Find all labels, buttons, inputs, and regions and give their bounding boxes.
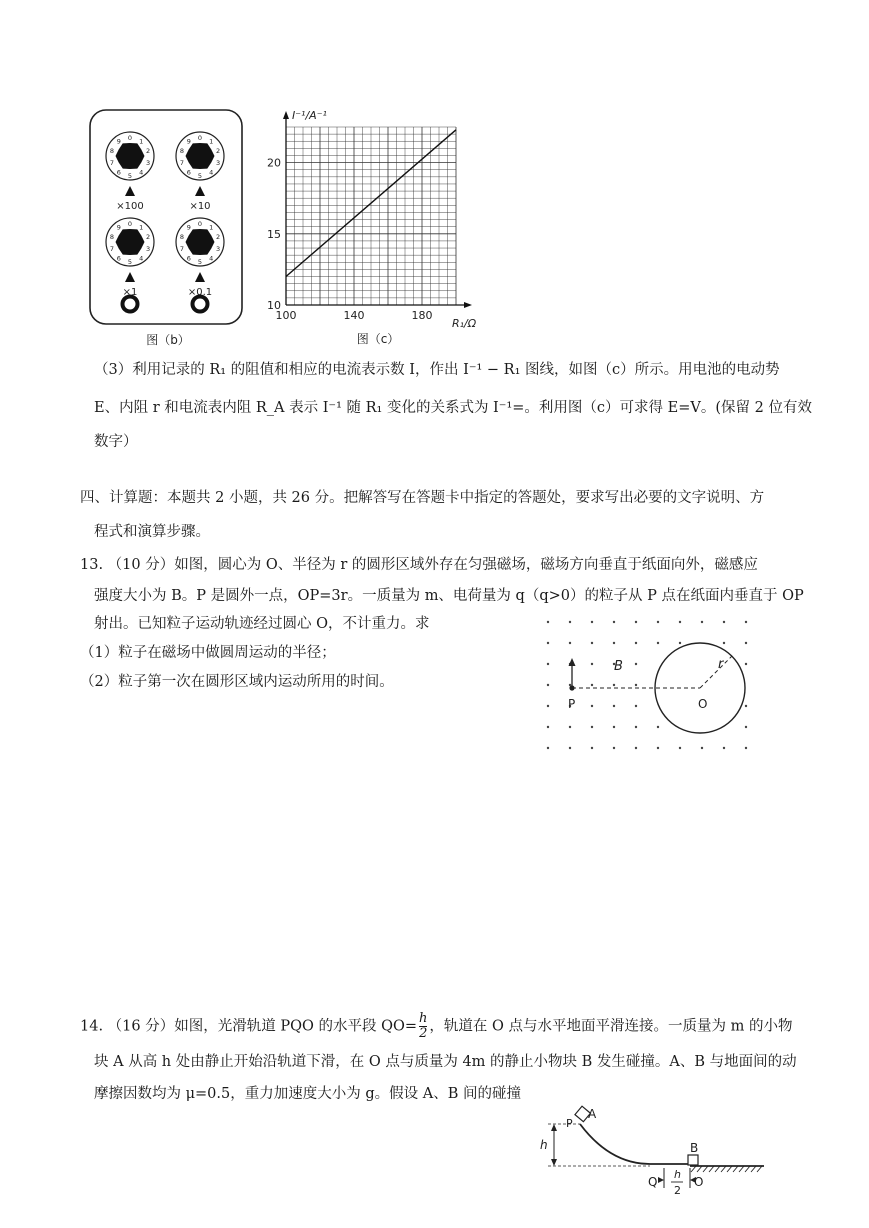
chart-y-tick-label: 15: [267, 227, 281, 241]
dial-digit: 6: [116, 168, 121, 177]
terminal-icon: [123, 297, 138, 312]
q13-label-p: P: [568, 697, 576, 711]
dial-digit: 8: [109, 233, 115, 242]
dial-digit: 1: [209, 223, 214, 232]
field-dot: [657, 642, 659, 644]
dial-digit: 4: [209, 254, 214, 263]
q14-label-p: P: [566, 1117, 573, 1130]
q13-line2: 强度大小为 B。P 是圆外一点，OP=3r。一质量为 m、电荷量为 q（q>0）的粒子从 P 点在纸面内垂直于 OP: [94, 588, 804, 604]
hatch-line: [691, 1166, 696, 1172]
dial-pointer-icon: [125, 186, 135, 196]
chart-y-tick-label: 10: [267, 299, 281, 312]
q13-line3: 射出。已知粒子运动轨迹经过圆心 O，不计重力。求: [94, 616, 430, 632]
field-dot: [547, 663, 549, 665]
q14-curved-track: [580, 1124, 650, 1164]
chart-x-label: R₁/Ω: [452, 317, 477, 330]
field-dot: [723, 747, 725, 749]
field-dot: [745, 705, 747, 707]
chart-y-label: I⁻¹/A⁻¹: [292, 109, 327, 122]
q13-velocity-arrowhead: [569, 658, 576, 666]
dial-multiplier-label: ×1: [122, 287, 138, 298]
dial-digit: 7: [179, 244, 185, 253]
field-dot: [723, 642, 725, 644]
field-dot: [635, 621, 637, 623]
field-dot: [569, 621, 571, 623]
q14-label-o: O: [694, 1175, 704, 1189]
q14-label-b: B: [690, 1141, 699, 1155]
field-dot: [745, 642, 747, 644]
q14-label-h: h: [540, 1138, 548, 1152]
q13-label-b: B: [614, 659, 623, 674]
dial-digit: 0: [127, 220, 133, 228]
dial-digit: 3: [145, 244, 151, 253]
field-dot: [635, 747, 637, 749]
q13-label-r: r: [718, 657, 724, 672]
hatch-line: [709, 1166, 714, 1172]
dial-digit: 4: [139, 168, 144, 177]
field-dot: [569, 747, 571, 749]
hatch-line: [721, 1166, 726, 1172]
dial-pointer-icon: [195, 186, 205, 196]
chart-y-tick-label: 20: [267, 156, 281, 170]
field-dot: [547, 621, 549, 623]
dial-digit: 8: [109, 147, 115, 156]
dial-digit: 7: [109, 244, 115, 253]
dial-digit: 5: [127, 172, 133, 180]
field-dot: [745, 726, 747, 728]
section4-line2: 程式和演算步骤。: [94, 524, 210, 540]
q14-fraction-num: h: [419, 1011, 428, 1026]
dial-digit: 2: [145, 147, 151, 156]
hatch-line: [745, 1166, 750, 1172]
q13-part2: （2）粒子第一次在圆形区域内运动所用的时间。: [80, 674, 394, 690]
field-dot: [547, 684, 549, 686]
dial-multiplier-label: ×0.1: [187, 287, 213, 298]
q12-part3-line2: E、内阻 r 和电流表内阻 R_A 表示 I⁻¹ 随 R₁ 变化的关系式为 I⁻¹=。利用图（c）可求得 E=V。(保留 2 位有效: [94, 400, 812, 416]
q14-line1-b: ，轨道在 O 点与水平地面平滑连接。一质量为 m 的小物: [429, 1018, 793, 1035]
field-dot: [613, 747, 615, 749]
dial-digit: 0: [197, 134, 203, 142]
field-dot: [657, 747, 659, 749]
q14-ground-hatching: [691, 1166, 762, 1172]
q14-line1: [80, 1012, 792, 1041]
q14-line3: 摩擦因数均为 μ=0.5，重力加速度大小为 g。假设 A、B 间的碰撞: [94, 1086, 521, 1102]
dial-digit: 7: [109, 158, 115, 167]
dial-digit: 6: [116, 254, 121, 263]
hatch-line: [733, 1166, 738, 1172]
dial-multiplier-label: ×100: [116, 201, 144, 212]
dial-digit: 5: [127, 258, 133, 266]
chart-x-tick-label: 180: [411, 309, 433, 322]
field-dot: [635, 684, 637, 686]
field-dot: [745, 747, 747, 749]
q14-figure: [540, 1104, 770, 1222]
field-dot: [591, 705, 593, 707]
q12-part3-line3: 数字）: [94, 434, 138, 450]
hatch-line: [703, 1166, 708, 1172]
field-dot: [613, 621, 615, 623]
dial-digit: 4: [139, 254, 144, 263]
field-dot: [547, 705, 549, 707]
chart-y-axis-arrow-icon: [283, 111, 289, 119]
field-dot: [635, 642, 637, 644]
q13-radius-dashed-line: [700, 656, 732, 688]
field-dot: [613, 705, 615, 707]
field-dot: [547, 747, 549, 749]
chart-x-tick-label: 140: [343, 309, 365, 322]
field-dot: [745, 663, 747, 665]
hatch-line: [757, 1166, 762, 1172]
hatch-line: [751, 1166, 756, 1172]
hatch-line: [697, 1166, 702, 1172]
figure-b-resistance-box: [88, 108, 246, 354]
q13-line1: 13. （10 分）如图，圆心为 O、半径为 r 的圆形区域外存在匀强磁场，磁场方向垂直于纸面向外，磁感应: [80, 557, 758, 573]
dial-pointer-icon: [125, 272, 135, 282]
field-dot: [635, 663, 637, 665]
q14-fraction: [419, 1012, 427, 1041]
q14-half-den: 2: [674, 1184, 681, 1197]
dial-digit: 2: [215, 147, 221, 156]
field-dot: [657, 621, 659, 623]
field-dot: [591, 726, 593, 728]
figure-b-caption: 图（b）: [146, 333, 190, 347]
field-dot: [569, 642, 571, 644]
q14-half-num: h: [674, 1168, 681, 1181]
field-dot: [591, 642, 593, 644]
dial-digit: 1: [139, 137, 144, 146]
q14-fraction-den: 2: [419, 1026, 428, 1041]
q14-label-q: Q: [648, 1175, 658, 1189]
field-dot: [547, 642, 549, 644]
field-dot: [745, 621, 747, 623]
field-dot: [591, 663, 593, 665]
hatch-line: [715, 1166, 720, 1172]
field-dot: [547, 726, 549, 728]
dial-digit: 9: [186, 223, 191, 232]
q12-part3-line1: （3）利用记录的 R₁ 的阻值和相应的电流表示数 I，作出 I⁻¹ − R₁ 图线，如图（c）所示。用电池的电动势: [94, 362, 780, 378]
terminal-icon: [193, 297, 208, 312]
field-dot: [591, 621, 593, 623]
dial-digit: 0: [197, 220, 203, 228]
field-dot: [613, 726, 615, 728]
dial-digit: 3: [215, 244, 221, 253]
dial-digit: 9: [186, 137, 191, 146]
q13-label-o: O: [698, 697, 708, 711]
hatch-line: [727, 1166, 732, 1172]
dial-digit: 8: [179, 233, 185, 242]
dial-digit: 9: [116, 137, 121, 146]
field-dot: [679, 747, 681, 749]
field-dot: [613, 642, 615, 644]
section4-line1: 四、计算题：本题共 2 小题，共 26 分。把解答写在答题卡中指定的答题处，要求写出必要的文字说明、方: [80, 490, 765, 506]
dial-digit: 0: [127, 134, 133, 142]
dial-digit: 5: [197, 172, 203, 180]
field-dot: [635, 705, 637, 707]
q14-block-b: [688, 1155, 698, 1165]
figure-c-chart: [260, 105, 482, 355]
field-dot: [723, 621, 725, 623]
dial-digit: 6: [186, 168, 191, 177]
chart-x-tick-label: 100: [275, 309, 297, 322]
field-dot: [701, 747, 703, 749]
figure-c-caption: 图（c）: [356, 332, 400, 346]
field-dot: [591, 684, 593, 686]
dial-digit: 4: [209, 168, 214, 177]
chart-x-axis-arrow-icon: [464, 302, 472, 308]
dial-digit: 5: [197, 258, 203, 266]
q14-line1-a: 14. （16 分）如图，光滑轨道 PQO 的水平段 QO=: [80, 1018, 418, 1035]
dial-digit: 8: [179, 147, 185, 156]
dial-digit: 9: [116, 223, 121, 232]
dial-digit: 2: [215, 233, 221, 242]
dial-digit: 1: [209, 137, 214, 146]
dial-digit: 6: [186, 254, 191, 263]
field-dot: [701, 621, 703, 623]
dial-digit: 3: [215, 158, 221, 167]
q14-line2: 块 A 从高 h 处由静止开始沿轨道下滑，在 O 点与质量为 4m 的静止小物块 B 发生碰撞。A、B 与地面间的动: [94, 1054, 797, 1070]
dial-digit: 7: [179, 158, 185, 167]
hatch-line: [739, 1166, 744, 1172]
field-dot: [569, 726, 571, 728]
q14-label-a: A: [588, 1107, 597, 1121]
field-dot: [591, 747, 593, 749]
field-dot: [635, 726, 637, 728]
dial-digit: 2: [145, 233, 151, 242]
dial-digit: 1: [139, 223, 144, 232]
field-dot: [657, 726, 659, 728]
q13-figure: [538, 614, 758, 754]
dial-pointer-icon: [195, 272, 205, 282]
field-dot: [679, 642, 681, 644]
dial-digit: 3: [145, 158, 151, 167]
field-dot: [613, 684, 615, 686]
field-dot: [679, 621, 681, 623]
q13-part1: （1）粒子在磁场中做圆周运动的半径；: [80, 645, 336, 661]
dial-multiplier-label: ×10: [189, 201, 211, 212]
